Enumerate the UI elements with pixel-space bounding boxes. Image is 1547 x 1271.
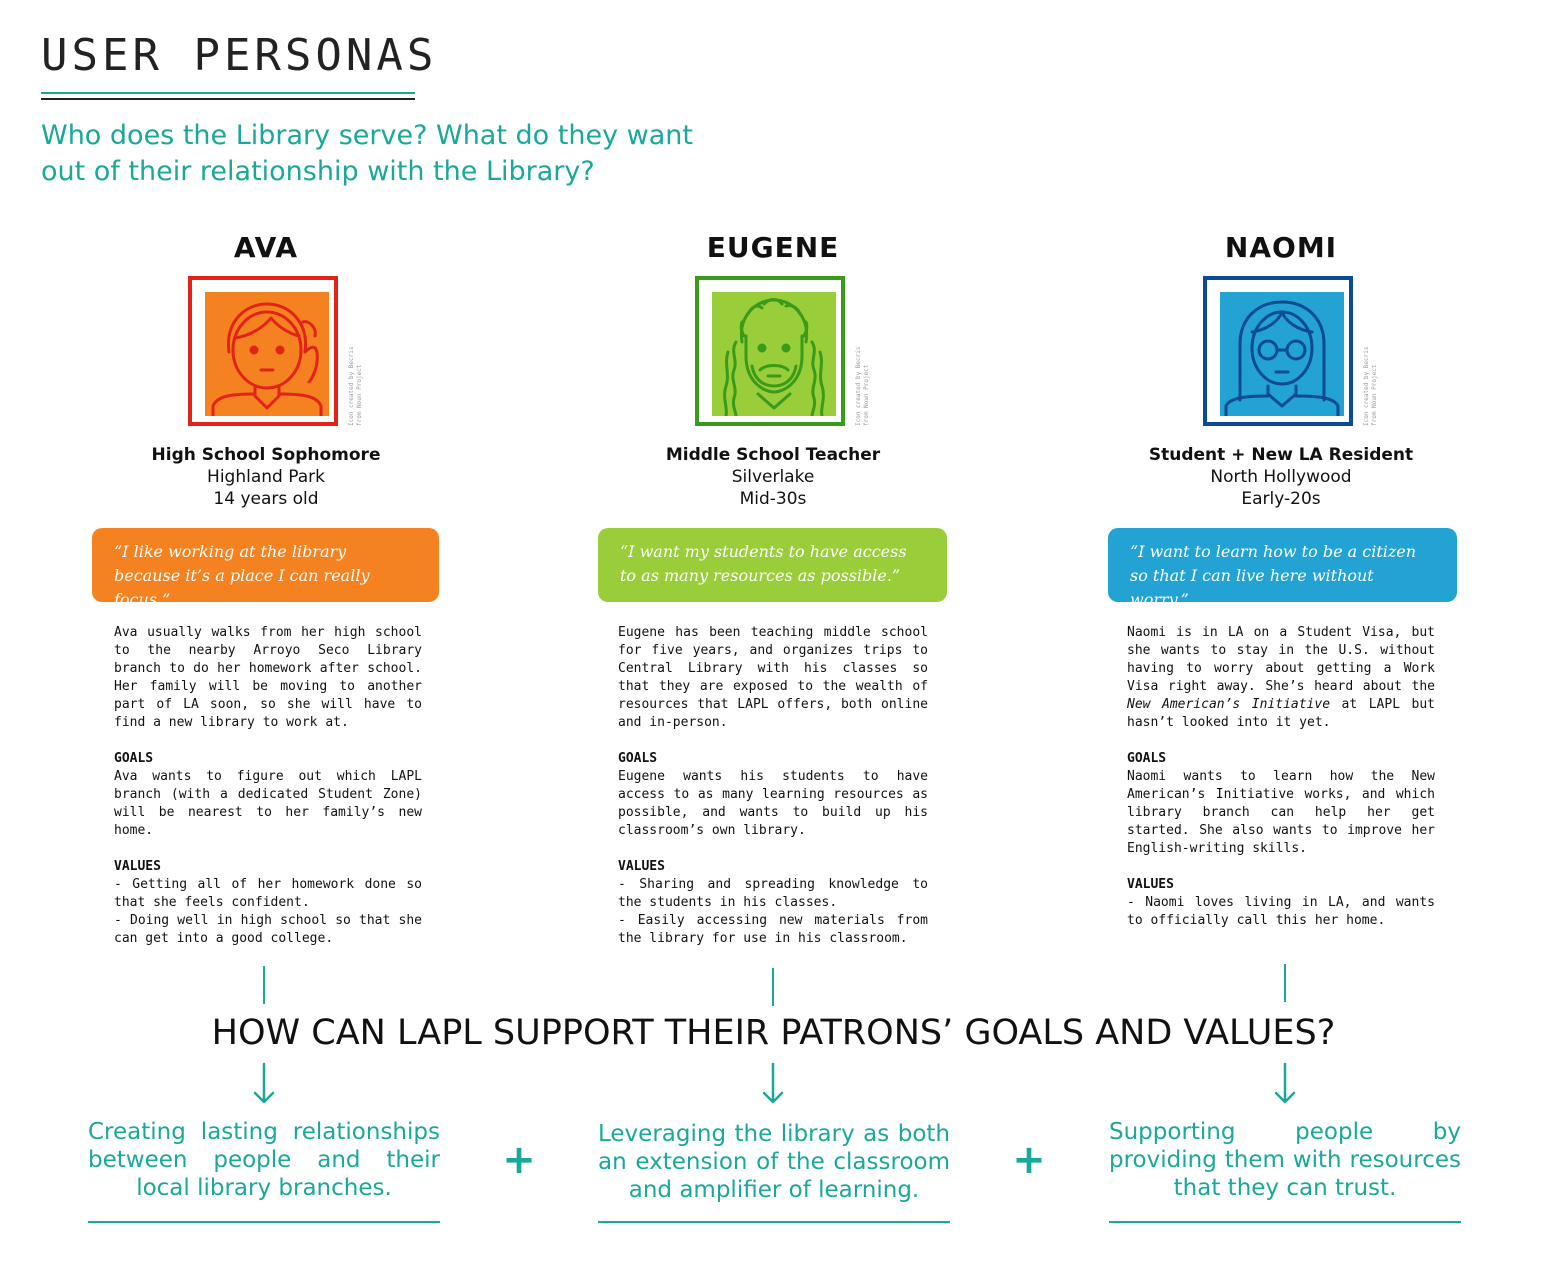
title-underline: [41, 92, 415, 100]
bio-text: [1127, 624, 1435, 732]
page-title: USER PERSONAS: [41, 30, 438, 81]
avatar-frame: [188, 276, 338, 426]
persona-eugene: [593, 228, 953, 946]
persona-quote: “I like working at the library because it’s a place I can really focus.”: [92, 528, 439, 602]
connector-line: [263, 966, 265, 1004]
goals-text: Ava wants to figure out which LAPL branch (with a dedicated Student Zone) will be nearest to her family’s new home.: [114, 769, 422, 838]
central-question: HOW CAN LAPL SUPPORT THEIR PATRONS’ GOALS AND VALUES?: [211, 1013, 1336, 1053]
persona-bio: [618, 624, 928, 966]
arrow-down-icon: [252, 1062, 276, 1106]
persona-quote: “I want to learn how to be a citizen so that I can live here without worry.”: [1108, 528, 1457, 602]
persona-age: 14 years old: [213, 489, 319, 509]
bio-text-part: Naomi is in LA on a Student Visa, but she wants to stay in the U.S. without having to worry about getting a Work Visa right away. She’s heard about the: [1127, 625, 1435, 694]
outcome-underline: [598, 1221, 950, 1223]
persona-role: Middle School Teacher: [665, 445, 881, 465]
persona-age: Mid-30s: [739, 489, 807, 509]
woman-glasses-avatar-icon: [1220, 292, 1344, 416]
values-heading: VALUES: [114, 859, 161, 874]
icon-credit: Icon created by Becris from Noun Project: [1363, 346, 1378, 426]
bio-emphasis: New American’s Initiative: [1127, 697, 1331, 712]
persona-naomi: [1101, 228, 1461, 928]
persona-location: North Hollywood: [1210, 467, 1352, 487]
bearded-man-avatar-icon: [712, 292, 836, 416]
arrow-down-icon: [761, 1062, 785, 1106]
values-heading: VALUES: [618, 859, 665, 874]
outcome-classroom: Leveraging the library as both an extension of the classroom and amplifier of learning.: [598, 1121, 950, 1203]
outcome-relationships: Creating lasting relationships between people and their local library branches.: [88, 1119, 440, 1201]
persona-bio: [1127, 624, 1435, 948]
bio-text-part: at LAPL but hasn’t looked into it yet.: [1127, 697, 1436, 730]
persona-name: NAOMI: [1224, 231, 1338, 264]
plus-icon: +: [1012, 1137, 1046, 1183]
value-item: - Naomi loves living in LA, and wants to officially call this her home.: [1127, 895, 1435, 928]
persona-location: Silverlake: [731, 467, 815, 487]
persona-bio: [114, 624, 422, 966]
goals-heading: GOALS: [114, 751, 154, 766]
goals-heading: GOALS: [1127, 751, 1167, 766]
persona-details: [1101, 444, 1461, 510]
icon-credit: Icon created by Becris from Noun Project: [348, 346, 363, 426]
connector-line: [1284, 964, 1286, 1002]
goals-text: Eugene wants his students to have access to as many learning resources as possible, and wants to build up his classroom’s own library.: [618, 769, 928, 838]
goals-heading: GOALS: [618, 751, 658, 766]
persona-details: [593, 444, 953, 510]
bio-text: Eugene has been teaching middle school for five years, and organizes trips to Central Library with his classes so that they are exposed to the wealth of resources that LAPL offers, both online and in-person.: [618, 625, 928, 730]
value-item: - Sharing and spreading knowledge to the students in his classes.: [618, 877, 928, 910]
connector-line: [772, 968, 774, 1006]
bio-text: Ava usually walks from her high school to the nearby Arroyo Seco Library branch to do her homework after school. Her family will be moving to another part of LA soon, so she will have to find a new library to work at.: [114, 625, 422, 730]
outcome-underline: [88, 1221, 440, 1223]
value-item: - Getting all of her homework done so that she feels confident.: [114, 877, 422, 910]
persona-quote: “I want my students to have access to as many resources as possible.”: [598, 528, 947, 602]
persona-details: [86, 444, 446, 510]
persona-role: Student + New LA Resident: [1148, 445, 1414, 465]
outcome-underline: [1109, 1221, 1461, 1223]
persona-name: AVA: [233, 231, 299, 264]
persona-role: High School Sophomore: [151, 445, 381, 465]
plus-icon: +: [502, 1137, 536, 1183]
persona-ava: [86, 228, 446, 946]
avatar-frame: [695, 276, 845, 426]
icon-credit: Icon created by Becris from Noun Project: [855, 346, 870, 426]
avatar-frame: [1203, 276, 1353, 426]
outcome-trust: Supporting people by providing them with resources that they can trust.: [1109, 1119, 1461, 1201]
girl-avatar-icon: [205, 292, 329, 416]
persona-age: Early-20s: [1241, 489, 1321, 509]
value-item: - Doing well in high school so that she can get into a good college.: [114, 913, 422, 946]
value-item: - Easily accessing new materials from the library for use in his classroom.: [618, 913, 928, 946]
page-subtitle: Who does the Library serve? What do they want out of their relationship with the Library?: [41, 120, 693, 187]
values-heading: VALUES: [1127, 877, 1174, 892]
persona-name: EUGENE: [706, 231, 840, 264]
goals-text: Naomi wants to learn how the New American’s Initiative works, and which library branch can help her get started. She also wants to improve her English-writing skills.: [1127, 769, 1435, 856]
persona-location: Highland Park: [207, 467, 325, 487]
arrow-down-icon: [1273, 1062, 1297, 1106]
